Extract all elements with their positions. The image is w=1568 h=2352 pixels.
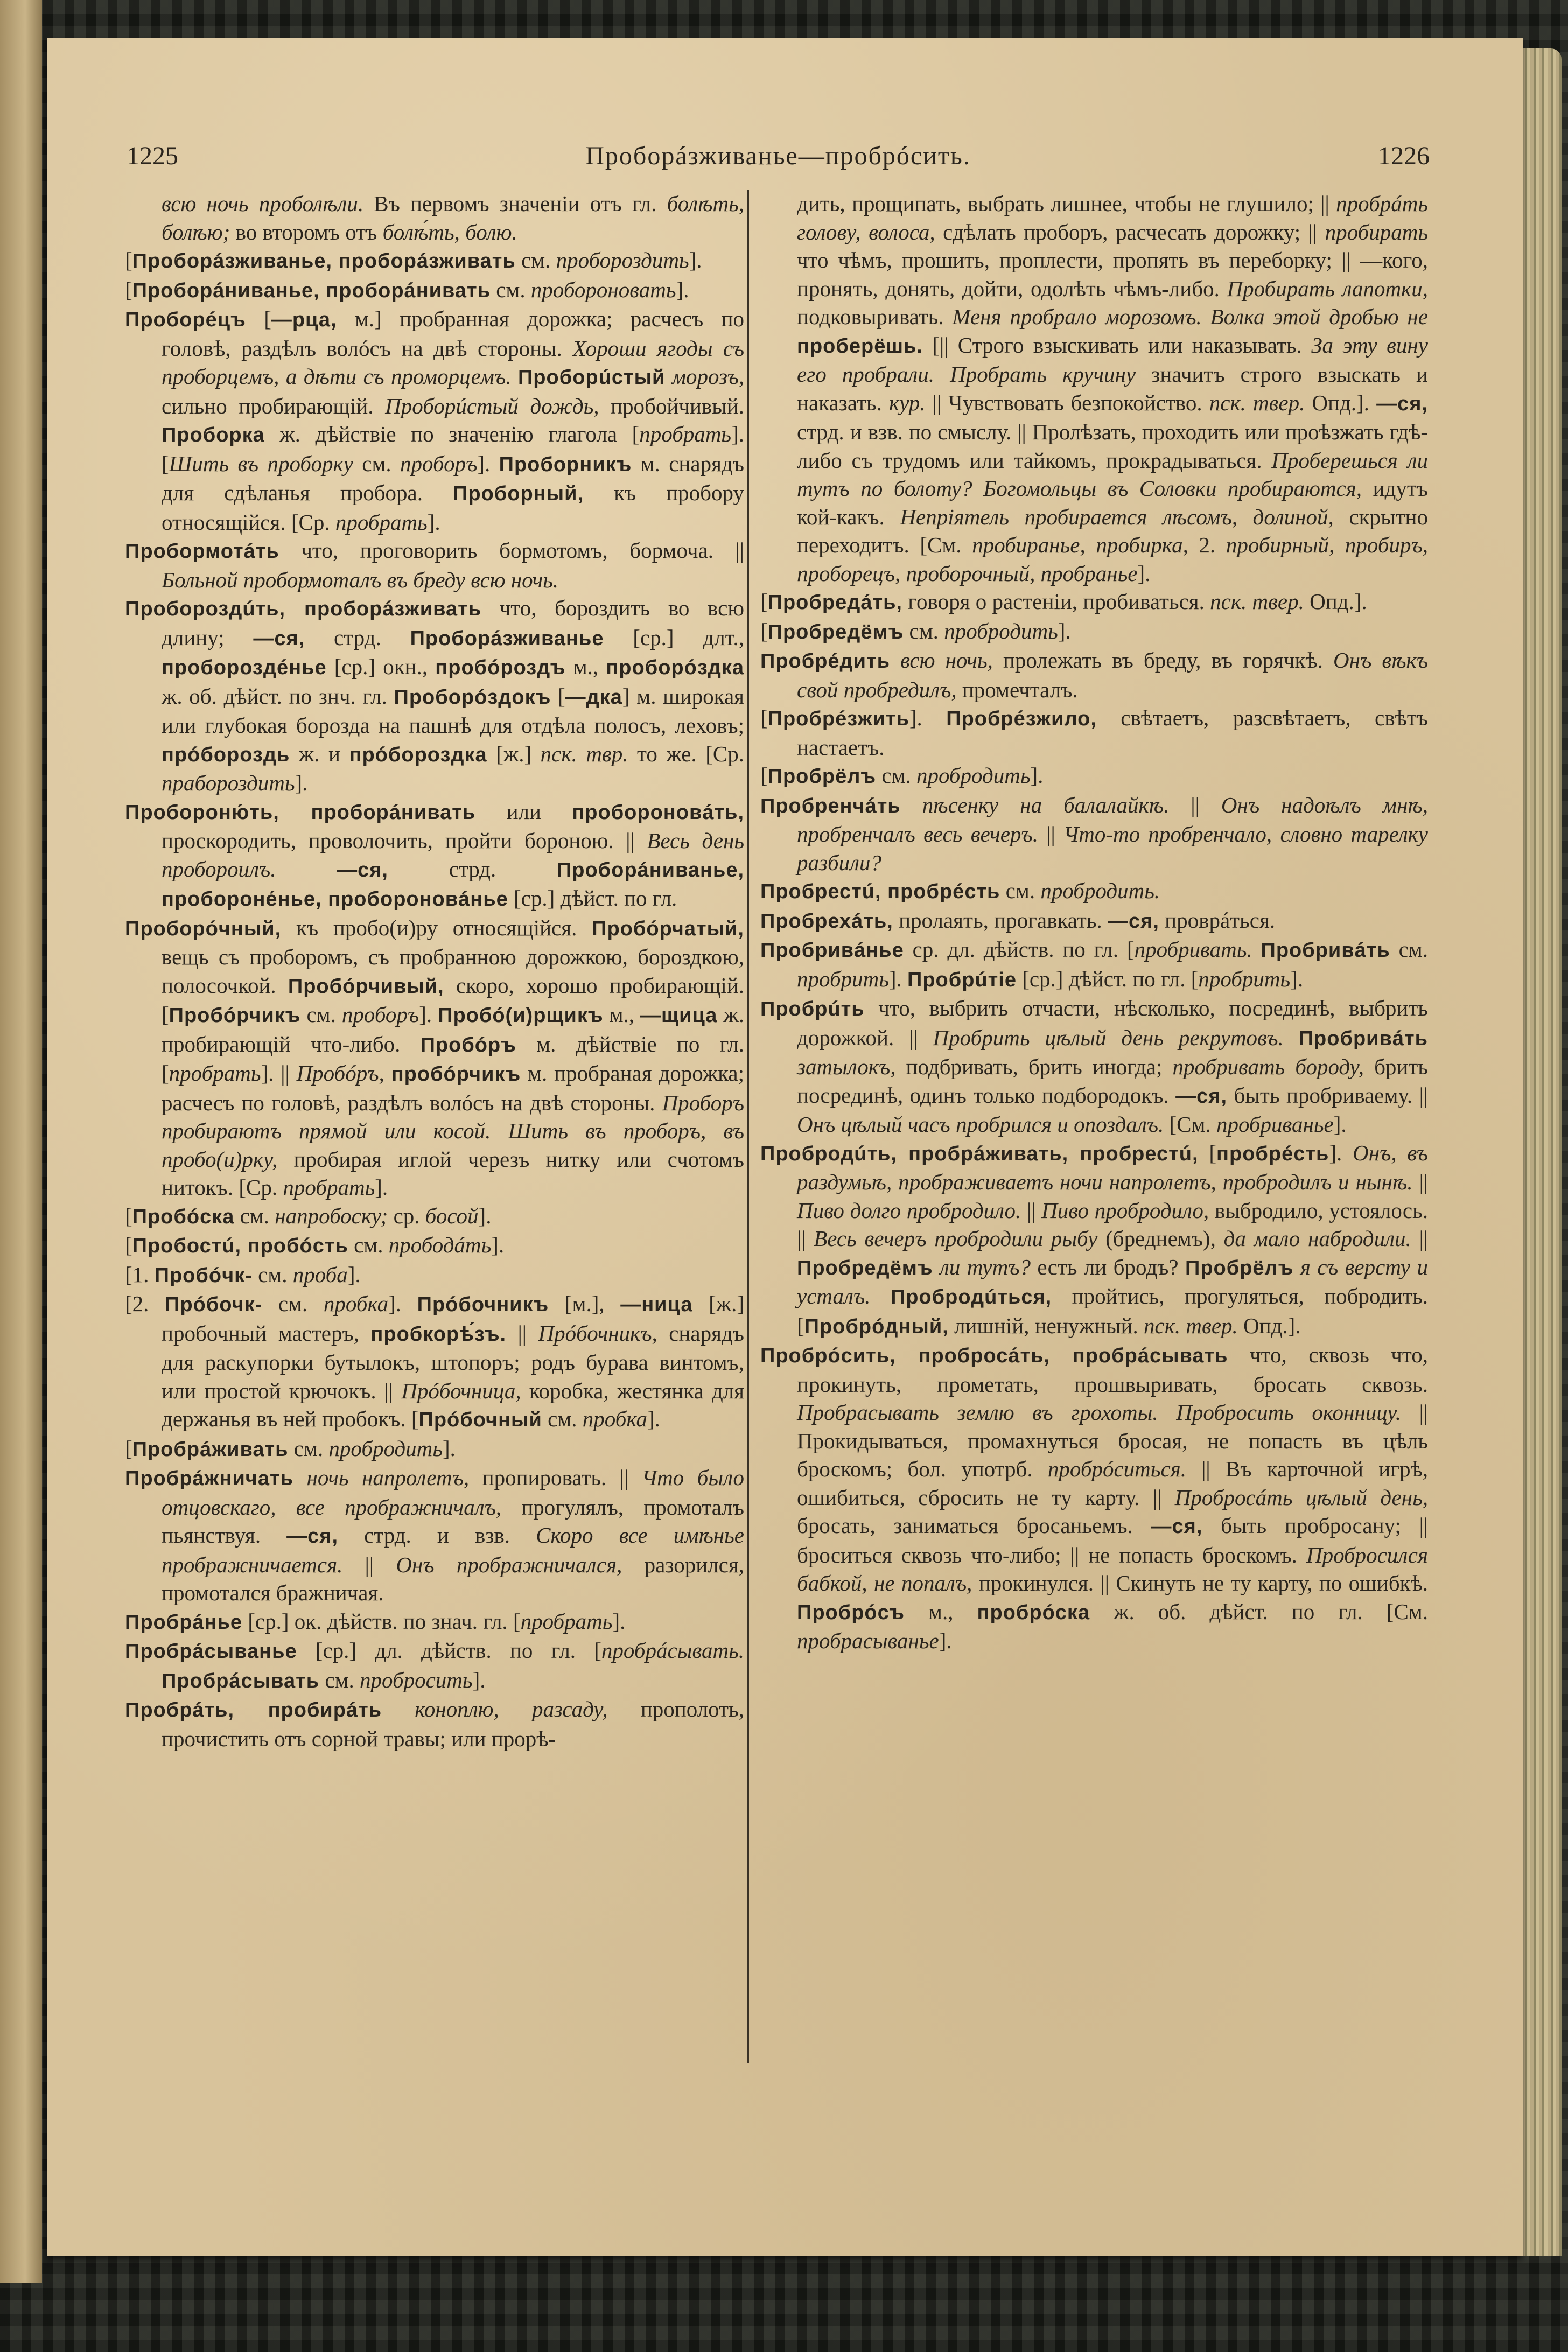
- dictionary-entry: всю ночь проболѣли. Въ первомъ значеніи отъ гл. болѣть, болѣю; во второмъ отъ болѣ́ть, болю.: [162, 191, 744, 244]
- dictionary-entry: Пробрúть что, выбрить отчасти, нѣсколько, посрединѣ, выбрить дорожкой. || Пробрить цѣлый день рекрутовъ. Пробривáть затылокъ, подбривать, брить иногда; пробривать бороду, брить посрединѣ, одинъ только подбородокъ. —ся, быть пробриваему. || Онъ цѣлый часъ пробрился и опоздалъ. [См. пробриванье].: [760, 996, 1428, 1137]
- dictionary-entry: Пробрáть, пробирáть коноплю, разсаду, прополоть, прочистить отъ сорной травы; или прорѣ-: [125, 1697, 744, 1751]
- dictionary-entry: [Пробрёлъ см. пробродить].: [760, 763, 1044, 788]
- dictionary-entry: Пробрáжничать ночь напролетъ, пропировать. || Что было отцовскаго, все прображничалъ, прогулялъ, промоталъ пьянствуя. —ся, стрд. и взв. Скоро все имѣнье прображничается. || Онъ прображничался, разорился, промотался бражничая.: [125, 1465, 745, 1605]
- running-title: Проборáзживанье—пробрóсить.: [585, 142, 971, 170]
- dictionary-entry: Пробрáсыванье [ср.] дл. дѣйств. по гл. [пробрáсывать. Пробрáсывать см. пробросить].: [125, 1638, 744, 1692]
- left-column: [125, 190, 744, 1753]
- dictionary-entry: [Пробостú, пробóсть см. прободáть].: [125, 1233, 505, 1257]
- previous-page-edge: [0, 0, 42, 2283]
- dictionary-entry: Пробороню́ть, проборáнивать или пробороновáть, проскородить, проволочить, пройти бороною. || Весь день пробороилъ. —ся, стрд. Проборáниванье, пробороне́нье, пробороновáнье [ср.] дѣйст. по гл.: [125, 799, 745, 911]
- dictionary-entry: Проборéцъ [—рца, м.] пробранная дорожка; расчесъ по головѣ, раздѣлъ волóсъ на двѣ стороны. Хороши ягоды съ проборцемъ, а дѣти съ проморцемъ. Проборúстый морозъ, сильно пробирающій. Проборúстый дождь, пробойчивый. Проборка ж. дѣйствіе по значенію глагола [пробрать]. [Шить въ проборку см. проборъ]. Проборникъ м. снарядъ для сдѣланья пробора. Проборный, къ пробору относящійся. [Ср. пробрать].: [125, 306, 745, 535]
- dictionary-entry: [1. Пробóчк- см. проба].: [125, 1262, 361, 1287]
- column-divider: [747, 190, 749, 2063]
- dictionary-entry: Пробороздúть, проборáзживать что, бороздить во всю длину; —ся, стрд. Проборáзживанье [ср.] длт., пробороздéнье [ср.] окн., пробóроздъ м., проборóздка ж. об. дѣйст. по знч. гл. Проборóздокъ [—дка] м. широкая или глубокая борозда на пашнѣ для отдѣла полосъ, леховъ; прóбороздь ж. и прóбороздка [ж.] пск. твр. то же. [Ср. прабороздить].: [125, 596, 744, 795]
- dictionary-entry: Пробродúть, пробрáживать, пробрестú, [пробрéсть]. Онъ, въ раздумьѣ, прображиваетъ ночи напролетъ, пробродилъ и нынѣ. || Пиво долго пробродило. || Пиво пробродило, выбродило, устоялось. || Весь вечеръ пробродили рыбу (бреднемъ), да мало набродили. || Пробредёмъ ли тутъ? есть ли бродъ? Пробрёлъ я съ версту и усталъ. Пробродúться, пройтись, прогуляться, побродить. [Пробрóдный, лишній, ненужный. пск. твер. Опд.].: [760, 1140, 1429, 1338]
- dictionary-entry: Пробривáнье ср. дл. дѣйств. по гл. [пробривать. Пробривáть см. пробрить]. Пробрúтіе [ср.] дѣйст. по гл. [пробрить].: [760, 937, 1428, 991]
- dictionary-entry: Пробормотáть что, проговорить бормотомъ, бормоча. || Больной пробормоталъ въ бреду всю ночь.: [125, 538, 744, 592]
- dictionary-entry: [Пробредёмъ см. пробродить].: [760, 618, 1071, 643]
- page-number-left: 1225: [127, 142, 178, 170]
- dictionary-entry: Пробрéдить всю ночь, пролежать въ бреду, въ горячкѣ. Онъ вѣкъ свой пробредилъ, промечталъ.: [760, 648, 1428, 702]
- page-number-right: 1226: [1378, 142, 1430, 170]
- dictionary-entry: [Пробредáть, говоря о растеніи, пробиваться. пск. твер. Опд.].: [760, 589, 1367, 614]
- dictionary-entry: Пробрехáть, пролаять, прогавкать. —ся, проврáться.: [760, 907, 1276, 933]
- dictionary-entry: Пробрестú, пробрéсть см. пробродить.: [760, 878, 1160, 903]
- dictionary-entry: [Пробрáживать см. пробродить].: [125, 1436, 456, 1461]
- dictionary-entry: Пробренчáть пѣсенку на балалайкѣ. || Онъ надоѣлъ мнѣ, пробренчалъ весь вечеръ. || Что-то пробренчало, словно тарелку разбили?: [760, 792, 1429, 875]
- dictionary-entry: [Пробóска см. напробоску; ср. босой].: [125, 1203, 492, 1228]
- dictionary-entry: дить, прощипать, выбрать лишнее, чтобы не глушило; || пробрáть голову, волоса, сдѣлать проборъ, расчесать дорожку; || пробирать что чѣмъ, прошить, проплести, пропять въ переборку; || —кого, пронять, донять, дойти, одолѣть чѣмъ-либо. Пробирать лапотки, подковыривать. Меня пробрало морозомъ. Волка этой дробью не проберёшь. [|| Строго взыскивать или наказывать. За эту вину его пробрали. Пробрать кручину значитъ строго взыскать и наказать. кур. || Чувствовать безпокойство. пск. твер. Опд.]. —ся, стрд. и взв. по смыслу. || Пролѣзать, проходить или проѣзжать гдѣ-либо съ трудомъ или тайкомъ, прокрадываться. Проберешься ли тутъ по болоту? Богомольцы въ Соловки пробираются, идутъ кой-какъ. Непріятель пробирается лѣсомъ, долиной, скрытно переходитъ. [См. пробиранье, пробирка, 2. пробирный, пробиръ, проборецъ, проборочный, пробранье].: [797, 191, 1429, 586]
- page-header: [127, 141, 1430, 179]
- dictionary-entry: Проборóчный, къ пробо(и)ру относящійся. Пробóрчатый, вещь съ проборомъ, съ пробранною дорожкою, бороздкою, полосочкой. Пробóрчивый, скоро, хорошо пробирающій. [Пробóрчикъ см. проборъ]. Пробó(и)рщикъ м., —щица ж. пробирающій что-либо. Пробóръ м. дѣйствіе по гл. [пробрать]. || Пробóръ, пробóрчикъ м. пробраная дорожка; расчесъ по головѣ, раздѣлъ волóсъ на двѣ стороны. Проборъ пробираютъ прямой или косой. Шить въ проборъ, въ пробо(и)рку, пробирая иглой черезъ нитку или счотомъ нитокъ. [Ср. пробрать].: [125, 915, 745, 1200]
- dictionary-entry: [2. Прóбочк- см. пробка]. Прóбочникъ [м.], —ница [ж.] пробочный мастеръ, пробкорѣ́зъ. || Прóбочникъ, снарядъ для раскупорки бутылокъ, штопоръ; родъ бурава винтомъ, или простой крючокъ. || Прóбочница, коробка, жестянка для держанья въ ней пробокъ. [Прóбочный см. пробка].: [125, 1291, 745, 1431]
- dictionary-entry: Пробрóсить, пробросáть, пробрáсывать что, сквозь что, прокинуть, прометать, прошвыривать, бросать сквозь. Пробрасывать землю въ грохоты. Пробросить оконницу. || Прокидываться, промахнуться бросая, не попасть въ цѣль броскомъ; бол. употрб. пробрóситься. || Въ карточной игрѣ, ошибиться, сбросить не ту карту. || Пробросáть цѣлый день, бросать, заниматься бросаньемъ. —ся, быть пробросану; || броситься сквозь что-либо; || не попасть броскомъ. Пробросился бабкой, не попалъ, прокинулся. || Скинуть не ту карту, по ошибкѣ. Пробрóсъ м., пробрóска ж. об. дѣйст. по гл. [См. пробрасыванье].: [760, 1342, 1429, 1653]
- right-column: [760, 190, 1428, 1655]
- dictionary-entry: Пробрáнье [ср.] ок. дѣйств. по знач. гл. [пробрать].: [125, 1608, 626, 1634]
- dictionary-entry: [Проборáзживанье, проборáзживать см. пробороздить].: [125, 248, 702, 272]
- dictionary-entry: [Пробрéзжить]. Пробрéзжило, свѣтаетъ, разсвѣтаетъ, свѣтъ настаетъ.: [760, 705, 1428, 760]
- dictionary-entry: [Проборáниванье, проборáнивать см. пробороновать].: [125, 277, 689, 302]
